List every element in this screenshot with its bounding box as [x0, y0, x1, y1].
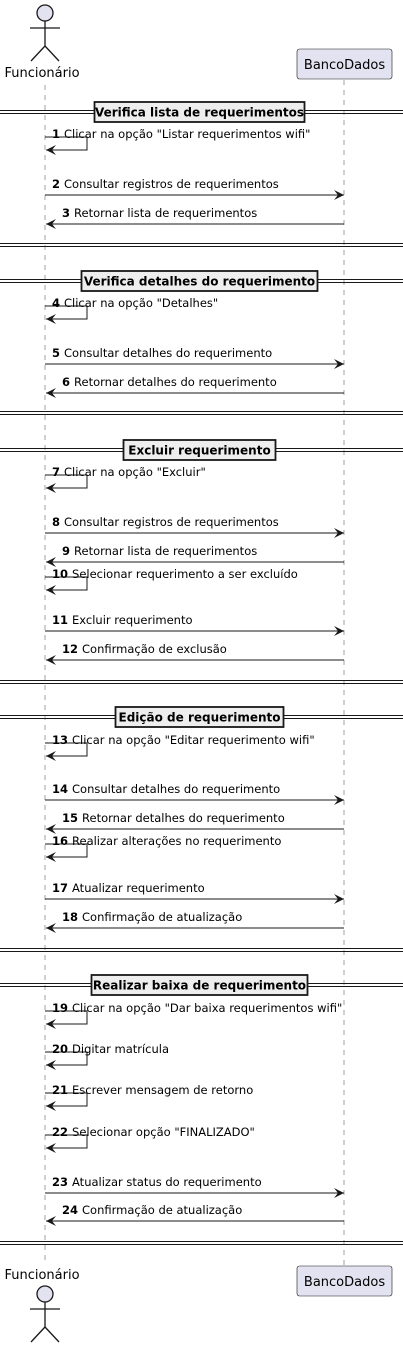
- message-number: 14: [52, 782, 69, 796]
- message-label: Excluir requerimento: [72, 613, 193, 627]
- group-title: Verifica detalhes do requerimento: [83, 274, 316, 289]
- message-number: 19: [52, 1001, 69, 1015]
- message-number: 1: [52, 127, 61, 141]
- message-number: 6: [62, 375, 71, 389]
- message-text: [62, 375, 277, 389]
- message-text: [62, 642, 227, 656]
- diagram-content: [0, 102, 403, 1245]
- message-number: 2: [52, 177, 61, 191]
- message-text: [52, 1042, 169, 1056]
- group-title: Edição de requerimento: [118, 710, 281, 725]
- message-label: Confirmação de atualização: [82, 1203, 243, 1217]
- message-number: 8: [52, 515, 61, 529]
- message-label: Retornar lista de requerimentos: [74, 206, 258, 220]
- message-6: [46, 375, 344, 393]
- message-text: [52, 1001, 342, 1015]
- message-text: [52, 177, 279, 191]
- message-label: Consultar detalhes do requerimento: [72, 782, 281, 796]
- participant-name-bottom: BancoDados: [303, 1275, 386, 1290]
- group-5: [0, 975, 403, 1221]
- message-number: 24: [62, 1203, 79, 1217]
- message-text: [62, 811, 285, 825]
- participant-top: [297, 49, 392, 79]
- message-label: Consultar detalhes do requerimento: [64, 346, 273, 360]
- message-text: [62, 544, 257, 558]
- group-separator: [0, 412, 403, 415]
- message-text: [52, 346, 272, 360]
- actor-name-top: Funcionário: [4, 66, 80, 81]
- message-text: [62, 910, 242, 924]
- message-number: 17: [52, 881, 69, 895]
- message-text: [52, 465, 206, 479]
- message-number: 21: [52, 1083, 69, 1097]
- message-15: [46, 811, 344, 829]
- message-number: 11: [52, 613, 69, 627]
- message-12: [46, 642, 344, 660]
- message-number: 10: [52, 567, 69, 581]
- message-10: [45, 567, 298, 590]
- message-11: [45, 613, 344, 631]
- message-19: [45, 1001, 342, 1024]
- message-label: Clicar na opção "Excluir": [64, 465, 206, 479]
- message-label: Digitar matrícula: [72, 1042, 170, 1056]
- message-24: [46, 1203, 344, 1221]
- message-8: [45, 515, 344, 533]
- group-4: [0, 707, 403, 928]
- message-label: Confirmação de atualização: [82, 910, 243, 924]
- message-23: [45, 1175, 344, 1193]
- message-2: [45, 177, 344, 195]
- actor-bottom: [4, 1268, 79, 1342]
- stick-figure-icon: [30, 5, 60, 61]
- message-3: [46, 206, 344, 224]
- group-title: Realizar baixa de requerimento: [92, 978, 307, 993]
- message-text: [52, 1125, 255, 1139]
- message-text: [52, 567, 298, 581]
- message-label: Clicar na opção "Listar requerimentos wifi": [64, 127, 311, 141]
- message-number: 4: [52, 296, 61, 310]
- message-21: [45, 1083, 253, 1106]
- message-label: Atualizar status do requerimento: [72, 1175, 262, 1189]
- message-7: [45, 465, 206, 488]
- message-13: [45, 733, 315, 756]
- group-1: [45, 102, 344, 224]
- message-text: [52, 834, 281, 848]
- message-label: Escrever mensagem de retorno: [72, 1083, 254, 1097]
- group-separator: [0, 244, 403, 247]
- message-text: [52, 613, 193, 627]
- group-title: Excluir requerimento: [128, 443, 271, 458]
- group-separator: [0, 1242, 403, 1245]
- message-number: 22: [52, 1125, 69, 1139]
- message-text: [62, 1203, 242, 1217]
- stick-figure-icon: [30, 1286, 60, 1342]
- message-17: [45, 881, 344, 899]
- message-label: Consultar registros de requerimentos: [64, 515, 279, 529]
- message-16: [45, 834, 281, 857]
- message-number: 9: [62, 544, 71, 558]
- message-number: 15: [62, 811, 79, 825]
- message-text: [52, 515, 279, 529]
- group-2: [0, 271, 403, 393]
- group-separator: [0, 949, 403, 952]
- message-text: [52, 782, 280, 796]
- message-label: Clicar na opção "Editar requerimento wifi": [72, 733, 315, 747]
- group-title: Verifica lista de requerimentos: [94, 105, 305, 120]
- participant-bottom: [297, 1266, 392, 1296]
- group-3: [0, 440, 403, 660]
- message-18: [46, 910, 344, 928]
- participant-name-top: BancoDados: [303, 58, 386, 73]
- message-text: [52, 296, 218, 310]
- message-label: Clicar na opção "Detalhes": [64, 296, 219, 310]
- message-text: [52, 733, 315, 747]
- message-label: Atualizar requerimento: [72, 881, 205, 895]
- message-number: 23: [52, 1175, 69, 1189]
- message-text: [52, 1083, 253, 1097]
- actor-top: [4, 5, 79, 81]
- message-text: [62, 206, 257, 220]
- message-number: 12: [62, 642, 79, 656]
- message-text: [52, 1175, 262, 1189]
- message-text: [52, 881, 205, 895]
- message-number: 5: [52, 346, 61, 360]
- actor-name-bottom: Funcionário: [4, 1268, 80, 1283]
- message-number: 13: [52, 733, 69, 747]
- message-label: Realizar alterações no requerimento: [72, 834, 282, 848]
- message-9: [46, 544, 344, 562]
- message-label: Clicar na opção "Dar baixa requerimentos wifi": [72, 1001, 343, 1015]
- message-label: Retornar detalhes do requerimento: [82, 811, 285, 825]
- message-label: Confirmação de exclusão: [82, 642, 227, 656]
- message-5: [45, 346, 344, 364]
- message-number: 20: [52, 1042, 69, 1056]
- message-label: Retornar lista de requerimentos: [74, 544, 258, 558]
- message-number: 16: [52, 834, 69, 848]
- message-22: [45, 1125, 255, 1148]
- message-20: [45, 1042, 169, 1065]
- message-1: [45, 127, 310, 150]
- message-label: Retornar detalhes do requerimento: [74, 375, 277, 389]
- message-number: 3: [62, 206, 71, 220]
- message-label: Selecionar requerimento a ser excluído: [72, 567, 298, 581]
- group-separator: [0, 681, 403, 684]
- message-number: 18: [62, 910, 79, 924]
- message-label: Consultar registros de requerimentos: [64, 177, 279, 191]
- message-14: [45, 782, 344, 800]
- message-text: [52, 127, 310, 141]
- message-label: Selecionar opção "FINALIZADO": [72, 1125, 255, 1139]
- message-number: 7: [52, 465, 61, 479]
- message-4: [45, 296, 218, 319]
